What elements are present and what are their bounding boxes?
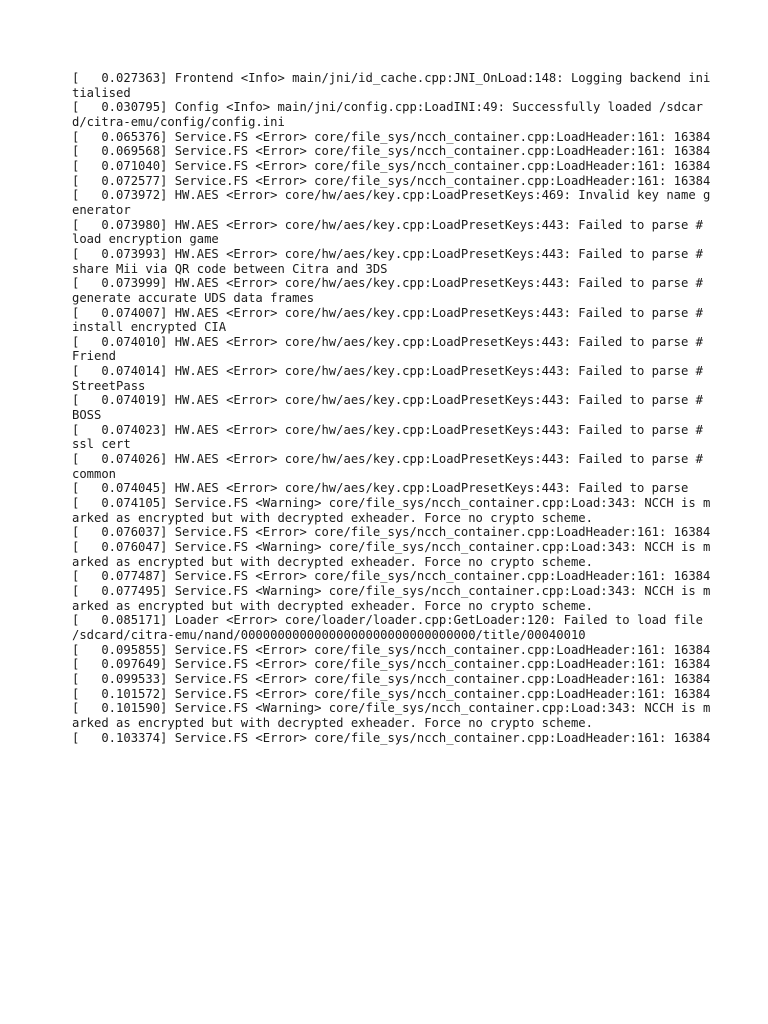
log-view[interactable] — [72, 71, 712, 745]
log-entry: [ 0.076037] Service.FS <Error> core/file_sys/ncch_container.cpp:LoadHeader:161: 16384 — [72, 525, 711, 540]
log-entry: [ 0.074019] HW.AES <Error> core/hw/aes/key.cpp:LoadPresetKeys:443: Failed to parse # BOSS — [72, 393, 711, 423]
log-entry: [ 0.101590] Service.FS <Warning> core/file_sys/ncch_container.cpp:Load:343: NCCH is marked as encrypted but with decrypted exheader. Force no crypto scheme. — [72, 701, 711, 730]
log-entry: [ 0.074007] HW.AES <Error> core/hw/aes/key.cpp:LoadPresetKeys:443: Failed to parse # install encrypted CIA — [72, 305, 711, 335]
log-entry: [ 0.073972] HW.AES <Error> core/hw/aes/key.cpp:LoadPresetKeys:469: Invalid key name generator — [72, 188, 711, 217]
log-entry: [ 0.027363] Frontend <Info> main/jni/id_cache.cpp:JNI_OnLoad:148: Logging backend initialised — [72, 71, 711, 100]
log-entry: [ 0.073999] HW.AES <Error> core/hw/aes/key.cpp:LoadPresetKeys:443: Failed to parse # generate accurate UDS data frames — [72, 276, 711, 305]
log-entry: [ 0.073993] HW.AES <Error> core/hw/aes/key.cpp:LoadPresetKeys:443: Failed to parse # share Mii via QR code between Citra and 3DS — [72, 246, 711, 276]
log-entry: [ 0.074105] Service.FS <Warning> core/file_sys/ncch_container.cpp:Load:343: NCCH is marked as encrypted but with decrypted exheader. Force no crypto scheme. — [72, 496, 711, 525]
log-entry: [ 0.103374] Service.FS <Error> core/file_sys/ncch_container.cpp:LoadHeader:161: 16384 — [72, 730, 711, 745]
log-entry: [ 0.073980] HW.AES <Error> core/hw/aes/key.cpp:LoadPresetKeys:443: Failed to parse # load encryption game — [72, 217, 711, 247]
log-entry: [ 0.085171] Loader <Error> core/loader/loader.cpp:GetLoader:120: Failed to load file /sdcard/citra-emu/nand/00000000000000000000000000000000/title/00040010 — [72, 613, 711, 642]
log-entry: [ 0.069568] Service.FS <Error> core/file_sys/ncch_container.cpp:LoadHeader:161: 16384 — [72, 144, 711, 159]
log-entry: [ 0.077487] Service.FS <Error> core/file_sys/ncch_container.cpp:LoadHeader:161: 16384 — [72, 569, 711, 584]
log-entry: [ 0.074023] HW.AES <Error> core/hw/aes/key.cpp:LoadPresetKeys:443: Failed to parse # ssl cert — [72, 422, 711, 452]
log-entry: [ 0.099533] Service.FS <Error> core/file_sys/ncch_container.cpp:LoadHeader:161: 16384 — [72, 671, 711, 686]
log-entry: [ 0.074014] HW.AES <Error> core/hw/aes/key.cpp:LoadPresetKeys:443: Failed to parse # StreetPass — [72, 364, 711, 393]
log-entry: [ 0.076047] Service.FS <Warning> core/file_sys/ncch_container.cpp:Load:343: NCCH is marked as encrypted but with decrypted exheader. Force no crypto scheme. — [72, 540, 711, 569]
log-entry: [ 0.030795] Config <Info> main/jni/config.cpp:LoadINI:49: Successfully loaded /sdcard/citra-emu/config/config.ini — [72, 100, 704, 129]
log-entry: [ 0.071040] Service.FS <Error> core/file_sys/ncch_container.cpp:LoadHeader:161: 16384 — [72, 158, 711, 173]
log-entry: [ 0.077495] Service.FS <Warning> core/file_sys/ncch_container.cpp:Load:343: NCCH is marked as encrypted but with decrypted exheader. Force no crypto scheme. — [72, 583, 711, 613]
log-entry: [ 0.101572] Service.FS <Error> core/file_sys/ncch_container.cpp:LoadHeader:161: 16384 — [72, 686, 711, 701]
log-entry: [ 0.072577] Service.FS <Error> core/file_sys/ncch_container.cpp:LoadHeader:161: 16384 — [72, 173, 711, 188]
log-entry: [ 0.097649] Service.FS <Error> core/file_sys/ncch_container.cpp:LoadHeader:161: 16384 — [72, 657, 711, 672]
log-entry: [ 0.074010] HW.AES <Error> core/hw/aes/key.cpp:LoadPresetKeys:443: Failed to parse # Friend — [72, 334, 711, 364]
log-entry: [ 0.065376] Service.FS <Error> core/file_sys/ncch_container.cpp:LoadHeader:161: 16384 — [72, 129, 711, 144]
log-entry: [ 0.074045] HW.AES <Error> core/hw/aes/key.cpp:LoadPresetKeys:443: Failed to parse — [72, 481, 689, 496]
log-entry: [ 0.095855] Service.FS <Error> core/file_sys/ncch_container.cpp:LoadHeader:161: 16384 — [72, 642, 711, 657]
log-entry: [ 0.074026] HW.AES <Error> core/hw/aes/key.cpp:LoadPresetKeys:443: Failed to parse # common — [72, 452, 711, 481]
